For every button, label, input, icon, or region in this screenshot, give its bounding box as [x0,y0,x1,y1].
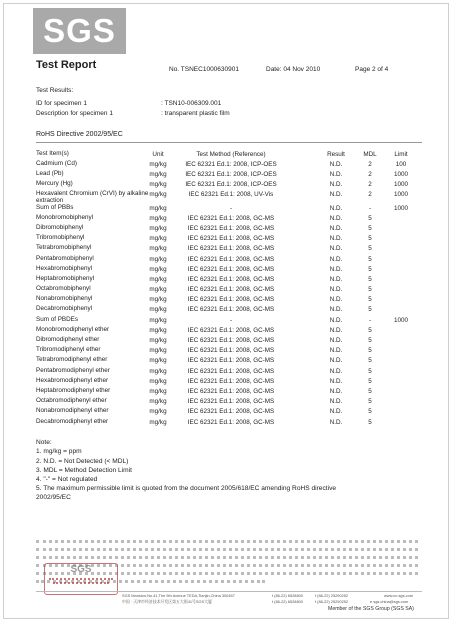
table-row [36,245,422,255]
cell-mdl: 2 [368,191,372,199]
cell-limit: 1000 [393,191,408,199]
cell-method: IEC 62321 Ed.1: 2008, GC-MS [187,367,275,375]
footer-fax: f (86-22) 25290252 [315,593,349,598]
cell-mdl: 5 [368,286,372,294]
cell-item: Sum of PBDEs [36,315,78,323]
cell-mdl: 5 [368,357,372,365]
cell-item: Sum of PBBs [36,203,74,211]
directive-heading: RoHS Directive 2002/95/EC [36,131,123,138]
sgs-logo: SGS [33,8,126,54]
cell-method: IEC 62321 Ed.1: 2008, GC-MS [187,408,275,416]
cell-item: Octabromodiphenyl ether [36,397,107,405]
cell-mdl: 5 [368,275,372,283]
cell-unit: mg/kg [149,255,167,263]
cell-result: N.D. [329,398,343,406]
cell-unit: mg/kg [149,387,167,395]
cell-result: N.D. [329,296,343,304]
cell-item: Mercury (Hg) [36,179,73,187]
cell-method: IEC 62321 Ed.1: 2008, GC-MS [187,357,275,365]
table-row [36,205,422,215]
cell-unit: mg/kg [149,191,167,199]
cell-unit: mg/kg [149,296,167,304]
cell-mdl: 5 [368,296,372,304]
cell-result: N.D. [329,316,343,324]
cell-mdl: - [368,316,372,324]
note-item: 2002/95/EC [36,493,71,501]
cell-unit: mg/kg [149,408,167,416]
report-date: Date: 04 Nov 2010 [266,66,321,73]
cell-mdl: - [368,204,372,212]
cell-item: Hexavalent Chromium (CrVI) by alkaline extraction [36,190,149,204]
cell-method: IEC 62321 Ed.1: 2008, GC-MS [187,255,275,263]
footer-address-en: SGS Mansion,No.41,The 5th Avenue TEDA,Tianjin,China 300457 [122,593,235,598]
table-row [36,191,422,205]
cell-mdl: 2 [368,170,372,178]
cell-result: N.D. [329,214,343,222]
cell-method: IEC 62321 Ed.1: 2008, GC-MS [187,235,275,243]
cell-unit: mg/kg [149,286,167,294]
cell-method: IEC 62321 Ed.1: 2008, GC-MS [187,377,275,385]
cell-unit: mg/kg [149,180,167,188]
table-row [36,256,422,266]
notes [36,438,336,502]
cell-item: Decabromobiphenyl [36,305,93,313]
cell-item: Cadmium (Cd) [36,159,77,167]
cell-item: Tribromodiphenyl ether [36,346,101,354]
note-item: 5. The maximum permissible limit is quoted from the document 2005/618/EC amending RoHS directive [36,485,337,493]
cell-method: IEC 62321 Ed.1: 2008, GC-MS [187,418,275,426]
footer-fax-cn: f (86-22) 25290252 [315,599,349,604]
cell-unit: mg/kg [149,214,167,222]
group-membership: Member of the SGS Group (SGS SA) [328,606,414,612]
cell-item: Hexabromodiphenyl ether [36,376,109,384]
table-row [36,161,422,171]
footer-website[interactable]: www.cn.sgs.com [384,593,413,598]
cell-unit: mg/kg [149,357,167,365]
header-mdl: MDL [363,151,377,158]
cell-method: IEC 62321 Ed.1: 2008, ICP-OES [185,170,277,178]
cell-result: N.D. [329,408,343,416]
cell-result: N.D. [329,265,343,273]
cell-result: N.D. [329,347,343,355]
cell-result: N.D. [329,275,343,283]
table-row [36,225,422,235]
cell-method: IEC 62321 Ed.1: 2008, GC-MS [187,265,275,273]
cell-unit: mg/kg [149,377,167,385]
header-method: Test Method (Reference) [196,151,266,158]
cell-mdl: 5 [368,377,372,385]
divider [36,142,422,143]
cell-result: N.D. [329,377,343,385]
cell-result: N.D. [329,357,343,365]
cell-item: Heptabromodiphenyl ether [36,386,111,394]
cell-result: N.D. [329,326,343,334]
cell-result: N.D. [329,306,343,314]
table-row [36,286,422,296]
cell-method: IEC 62321 Ed.1: 2008, ICP-OES [185,160,277,168]
cell-mdl: 5 [368,387,372,395]
table-row [36,408,422,418]
cell-result: N.D. [329,255,343,263]
table-row [36,215,422,225]
table-row [36,171,422,181]
cell-result: N.D. [329,170,343,178]
cell-unit: mg/kg [149,204,167,212]
cell-mdl: 5 [368,214,372,222]
note-item: 3. MDL = Method Detection Limit [36,466,132,474]
cell-mdl: 5 [368,347,372,355]
cell-unit: mg/kg [149,306,167,314]
note-item: 2. N.D. = Not Detected (< MDL) [36,457,129,465]
table-row [36,419,422,429]
cell-item: Pentabromodiphenyl ether [36,366,110,374]
specimen-id-value: : TSN10-006309.001 [161,100,222,107]
cell-method: IEC 62321 Ed.1: 2008, ICP-OES [185,180,277,188]
cell-limit: 100 [395,160,407,168]
stamp-logo: SGS [70,564,92,575]
cell-unit: mg/kg [149,418,167,426]
cell-item: Lead (Pb) [36,169,64,177]
cell-unit: mg/kg [149,170,167,178]
cell-unit: mg/kg [149,367,167,375]
cell-mdl: 5 [368,306,372,314]
footer-phone: t (86-22) 6528800 [272,593,303,598]
table-row [36,296,422,306]
cell-method: IEC 62321 Ed.1: 2008, GC-MS [187,306,275,314]
cell-unit: mg/kg [149,265,167,273]
cell-limit: 1000 [393,170,408,178]
cell-mdl: 5 [368,337,372,344]
cell-method: - [229,316,233,324]
cell-mdl: 5 [368,408,372,416]
cell-method: IEC 62321 Ed.1: 2008, UV-Vis [188,191,274,199]
header-item: Test Item(s) [36,150,69,157]
cell-item: Tetrabromobiphenyl [36,244,92,252]
cell-result: N.D. [329,418,343,426]
cell-mdl: 5 [368,418,372,426]
header-limit: Limit [394,151,408,158]
cell-item: Nonabromobiphenyl [36,295,93,303]
cell-result: N.D. [329,204,343,212]
header-result: Result [327,151,345,158]
report-title: Test Report [36,59,97,71]
table-body [36,161,422,429]
cell-mdl: 5 [368,224,372,232]
cell-unit: mg/kg [149,160,167,168]
cell-item: Monobromobiphenyl [36,213,94,221]
cell-limit: 1000 [393,316,408,324]
cell-method: IEC 62321 Ed.1: 2008, GC-MS [187,337,275,344]
notes-heading: Note: [36,439,52,446]
cell-result: N.D. [329,191,343,199]
results-heading: Test Results: [36,87,74,94]
table-header-row [36,151,422,161]
cell-mdl: 2 [368,180,372,188]
cell-unit: mg/kg [149,224,167,232]
cell-item: Hexabromobiphenyl [36,264,93,272]
header-unit: Unit [152,151,164,158]
page-number: Page 2 of 4 [355,66,389,73]
cell-method: IEC 62321 Ed.1: 2008, GC-MS [187,347,275,355]
cell-unit: mg/kg [149,235,167,243]
cell-result: N.D. [329,160,343,168]
cell-result: N.D. [329,337,343,344]
note-item: 1. mg/kg = ppm [36,448,82,456]
cell-method: IEC 62321 Ed.1: 2008, GC-MS [187,275,275,283]
cell-result: N.D. [329,286,343,294]
cell-item: Dibromodiphenyl ether [36,336,100,343]
cell-mdl: 5 [368,265,372,273]
cell-method: IEC 62321 Ed.1: 2008, GC-MS [187,296,275,304]
cell-result: N.D. [329,224,343,232]
footer-phone-cn: t (86-22) 6528800 [272,599,303,604]
cell-unit: mg/kg [149,347,167,355]
cell-mdl: 2 [368,160,372,168]
cell-limit: 1000 [393,180,408,188]
cell-method: IEC 62321 Ed.1: 2008, GC-MS [187,326,275,334]
cell-item: Dibromobiphenyl [36,223,84,231]
cell-method: IEC 62321 Ed.1: 2008, GC-MS [187,224,275,232]
cell-mdl: 5 [368,398,372,406]
cell-mdl: 5 [368,255,372,263]
cell-unit: mg/kg [149,245,167,253]
table-row [36,235,422,245]
footer-address-cn: 中国 · 天津市经济技术开发区第五大街41号SGS大厦 [122,599,212,604]
footer-divider [36,591,422,592]
note-item: 4. "-" = Not regulated [36,476,98,484]
cell-result: N.D. [329,235,343,243]
cell-result: N.D. [329,180,343,188]
cell-item: Heptabromobiphenyl [36,274,95,282]
cell-unit: mg/kg [149,398,167,406]
cell-result: N.D. [329,245,343,253]
footer-email[interactable]: e sgs.china@sgs.com [370,599,409,604]
cell-item: Nonabromodiphenyl ether [36,407,109,415]
cell-item: Tetrabromodiphenyl ether [36,356,108,364]
cell-item: Decabromodiphenyl ether [36,417,109,425]
specimen-id-label: ID for specimen 1 [36,100,87,107]
table-row [36,276,422,286]
cell-method: IEC 62321 Ed.1: 2008, GC-MS [187,398,275,406]
specimen-desc-label: Description for specimen 1 [36,110,113,117]
cell-method: IEC 62321 Ed.1: 2008, GC-MS [187,214,275,222]
table-row [36,306,422,316]
cell-unit: mg/kg [149,316,167,324]
cell-method: IEC 62321 Ed.1: 2008, GC-MS [187,286,275,294]
cell-mdl: 5 [368,367,372,375]
cell-item: Pentabromobiphenyl [36,254,94,262]
cell-item: Monobromodiphenyl ether [36,325,110,333]
cell-result: N.D. [329,387,343,395]
cell-method: IEC 62321 Ed.1: 2008, GC-MS [187,387,275,395]
cell-mdl: 5 [368,326,372,334]
cell-method: IEC 62321 Ed.1: 2008, GC-MS [187,245,275,253]
cell-unit: mg/kg [149,326,167,334]
cell-mdl: 5 [368,245,372,253]
cell-limit: 1000 [393,204,408,212]
report-number: No. TSNEC1000630901 [169,66,239,73]
cell-method: - [229,204,233,212]
cell-item: Tribromobiphenyl [36,234,85,242]
specimen-desc-value: : transparent plastic film [161,110,230,117]
cell-mdl: 5 [368,235,372,243]
cell-item: Octabromobiphenyl [36,285,91,293]
cell-result: N.D. [329,367,343,375]
cell-unit: mg/kg [149,275,167,283]
cell-unit: mg/kg [149,337,167,344]
results-table [36,151,422,429]
